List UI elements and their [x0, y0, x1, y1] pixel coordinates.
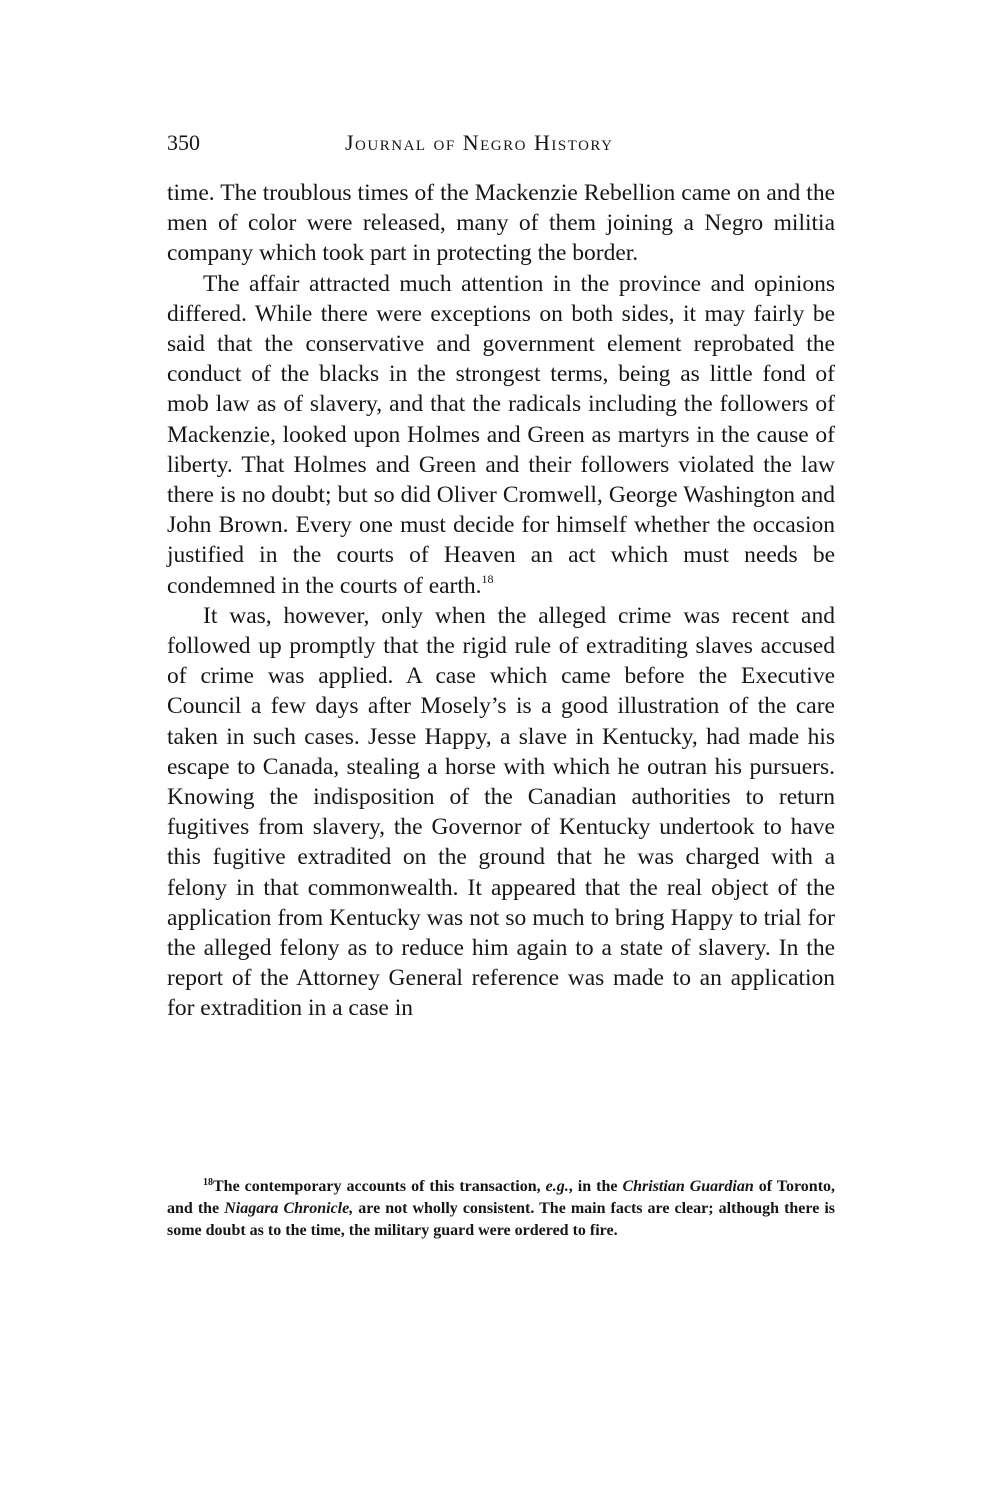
paragraph-1-text: time. The troublous times of the Mackenzie Rebellion came on and the men of color were released, many of them joining a Negro militia company which took part in protecting the border.: [167, 180, 835, 267]
paragraph-3: [167, 601, 835, 1024]
footnote-seg-3: Christian Guardian: [622, 1178, 754, 1195]
footnote-reference: 18: [481, 571, 494, 586]
footnote-seg-5: Niagara Chronicle,: [224, 1200, 354, 1217]
footnote-seg-1: e.g.: [545, 1178, 569, 1195]
paragraph-2: [167, 269, 835, 601]
footnote-seg-6: are not wholly consistent. The main facts are clear; although there is some doubt as to the time, the military guard were ordered to fire.: [167, 1200, 836, 1239]
footnote-seg-4: of Toronto, and the: [167, 1178, 836, 1217]
footnote-marker: 18: [203, 1177, 213, 1188]
footnote-seg-2: , in the: [568, 1178, 623, 1195]
running-title: Journal of Negro History: [345, 130, 614, 155]
footnote: [167, 1176, 835, 1242]
page-header: [167, 129, 835, 161]
page-number: 350: [167, 130, 200, 155]
paragraph-1: [167, 178, 835, 269]
paragraph-2-text: The affair attracted much attention in the province and opinions differed. While there were exceptions on both sides, it may fairly be said that the conservative and government element reprobated the conduct of the blacks in the strongest terms, being as little fond of mob law as of slavery, and that the radicals including the followers of Mackenzie, looked upon Holmes and Green as martyrs in the cause of liberty. That Holmes and Green and their followers violated the law there is no doubt; but so did Oliver Cromwell, George Washington and John Brown. Every one must decide for himself whether the occasion justified in the courts of Heaven an act which must needs be condemned in the courts of earth.: [167, 270, 835, 599]
body-text: [167, 178, 835, 1024]
paragraph-3-text: It was, however, only when the alleged crime was recent and followed up promptly that the rigid rule of extraditing slaves accused of crime was applied. A case which came before the Executive Council a few days after Mosely’s is a good illustration of the care taken in such cases. Jesse Happy, a slave in Kentucky, had made his escape to Canada, stealing a horse with which he outran his pursuers. Knowing the indisposition of the Canadian authorities to return fugitives from slavery, the Governor of Kentucky undertook to have this fugitive extradited on the ground that he was charged with a felony in that commonwealth. It appeared that the real object of the application from Kentucky was not so much to bring Happy to trial for the alleged felony as to reduce him again to a state of slavery. In the report of the Attorney General reference was made to an application for extradition in a case in: [167, 602, 835, 1022]
footnote-seg-0: The contemporary accounts of this transaction,: [213, 1178, 546, 1195]
